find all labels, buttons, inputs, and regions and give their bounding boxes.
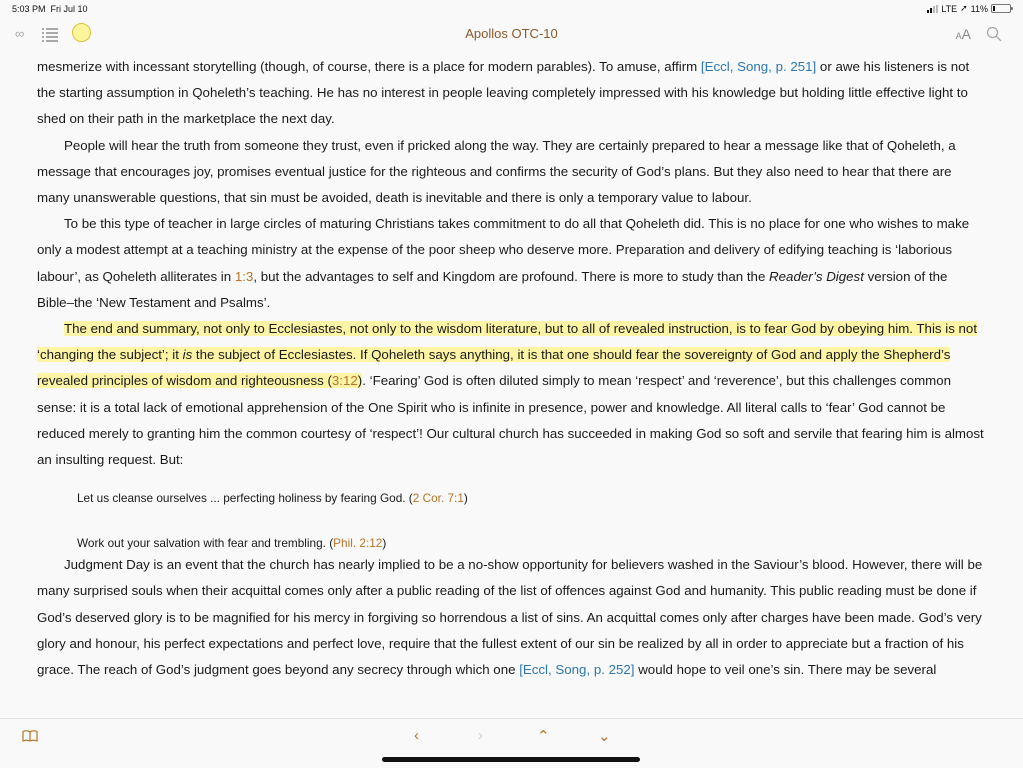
paragraph: mesmerize with incessant storytelling (though, of course, there is a place for modern parables). To amuse, affirm [Eccl, Song, p. 251] or awe his listeners is not the starting assumption in Qoheleth’s teaching. He has no interest in people leaving completely impressed with his knowledge but holding little effective light to shed on their path in the marketplace the next day. [37,59,970,127]
page-link[interactable]: [Eccl, Song, p. 251] [700,59,817,74]
block-quote: Let us cleanse ourselves ... perfecting holiness by fearing God. (2 Cor. 7:1) [77,491,468,506]
scroll-up-icon[interactable]: ⌃ [537,728,550,745]
battery-icon [991,4,1011,13]
time-text: 5:03 PM [12,4,46,14]
signal-icon [927,5,938,13]
bottom-bar [0,718,1023,768]
links-icon[interactable]: ∞ [15,26,23,41]
date-text: Fri Jul 10 [50,4,88,14]
book-icon[interactable] [22,729,38,741]
home-indicator[interactable] [382,757,640,762]
previous-icon[interactable]: ‹ [414,727,419,744]
paragraph: People will hear the truth from someone they trust, even if pricked along the way. They are certainly prepared to hear a message like that of Qoheleth, a message that encourages joy, promises eventual justice for the righteous and confirms the security of God’s plans. But they also need to hear that there are many unanswerable questions, that sin must be avoided, death is inevitable and there is only a temporary value to labour. [37,137,956,206]
font-size-icon[interactable]: AA [955,26,971,42]
battery-label: 11% [970,3,988,14]
paragraph: To be this type of teacher in large circles of maturing Christians takes commitment to do all that Qoheleth did. This is no place for one who wishes to make only a modest attempt at a teaching ministry at the expense of the poor sheep who deserve more. Preparation and delivery of edifying teaching is ‘laborious labour’, as Qoheleth alliterates in 1:3, but the advantages to self and Kingdom are profound. There is more to study than the Reader’s Digest version of the Bible–the ‘New Testament and Psalms’. [37,216,970,310]
network-label: LTE [941,3,958,14]
verse-link[interactable]: Phil. 2:12 [333,536,383,551]
location-icon: ➚ [960,3,968,13]
reading-pane [37,54,987,718]
paragraph: Judgment Day is an event that the church has nearly implied to be a no-show opportunity for believers washed in the Saviour’s blood. However, there will be many surprised souls when their acquittal comes only after a public reading of the list of offences against God and humanity. This public reading must be done if God’s deserved glory is to be magnified for his mercy in forgiving so horrendous a list of sins. An acquittal comes only after charges have been made. God’s very glory and honour, his perfect expectations and perfect love, require that the fullest extent of our sin be realized by all in order to appreciate but a fraction of his grace. The reach of God’s judgment goes beyond any secrecy through which one [Eccl, Song, p. 252] would hope to veil one’s sin. There may be several [37,557,983,678]
next-icon[interactable]: › [478,727,483,744]
status-time [12,4,88,14]
toolbar [0,20,1023,50]
verse-link[interactable]: 3:12 [331,373,358,389]
search-icon[interactable] [986,26,1001,41]
block-quote: Work out your salvation with fear and trembling. (Phil. 2:12) [77,536,387,551]
verse-link[interactable]: 1:3 [234,268,254,284]
highlight[interactable]: The end and summary, not only to Ecclesiastes, not only to the wisdom literature, but to all of revealed instruction, is to fear God by obeying him. This is not ‘changing the subject’; it is the subject of Ecclesiastes. If Qoheleth says anything, it is that one should fear the sovereignty of God and apply the Shepherd’s revealed principles of wisdom and righteousness (3:12) [37,321,978,389]
page-link[interactable]: [Eccl, Song, p. 252] [519,662,635,678]
verse-link[interactable]: 2 Cor. 7:1 [412,491,464,506]
status-bar [0,0,1023,18]
highlighted-paragraph: The end and summary, not only to Ecclesiastes, not only to the wisdom literature, but to all of revealed instruction, is to fear God by obeying him. This is not ‘changing the subject’; it is the subject of Ecclesiastes. If Qoheleth says anything, it is that one should fear the sovereignty of God and apply the Shepherd’s revealed principles of wisdom and righteousness (3:12). ‘Fearing’ God is often diluted simply to mean ‘respect’ and ‘reverence’, but this challenges common sense: it is a total lack of emotional apprehension of the One Spirit who is infinite in presence, power and knowledge. All literal calls to ‘fear’ God cannot be reduced merely to granting him the common courtesy of ‘respect’! Our cultural church has succeeded in making God so soft and servile that fearing him is almost an insulting request. But: [37,321,984,468]
book-title: Apollos OTC-10 [465,26,558,41]
status-indicators [927,3,1011,14]
scroll-down-icon[interactable]: ⌄ [598,728,611,745]
